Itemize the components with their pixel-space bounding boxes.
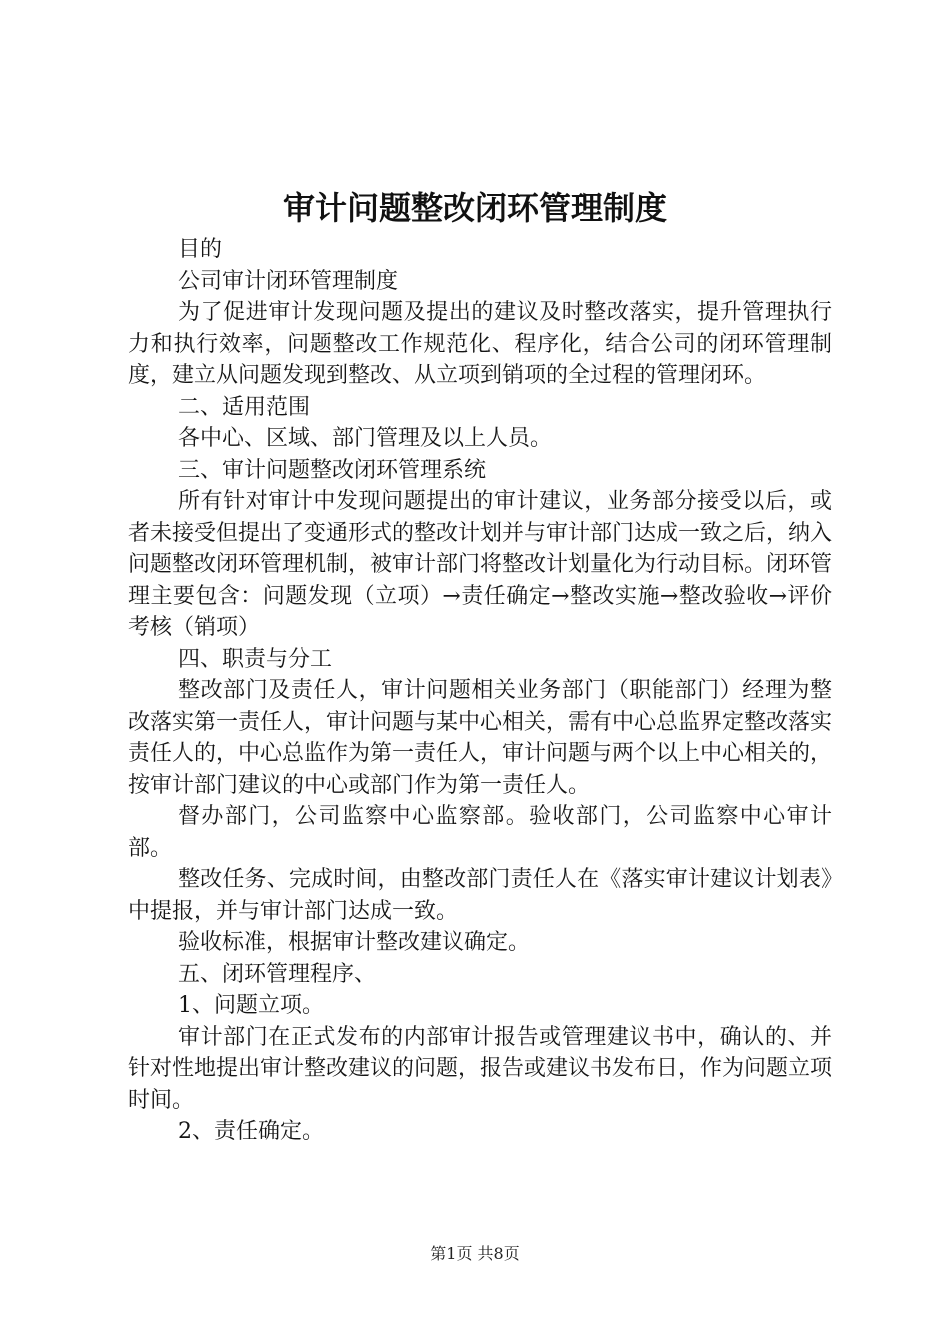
paragraph: 1、问题立项。	[178, 993, 324, 1018]
paragraph: 三、审计问题整改闭环管理系统	[178, 457, 487, 483]
paragraph: 所有针对审计中发现问题提出的审计建议，业务部分接受以后，或者未接受但提出了变通形式的整改计划并与审计部门达成一致之后，纳入问题整改闭环管理机制，被审计部门将整改计划量化为行动目标。闭环管理主要包含：问题发现（立项）→责任确定→整改实施→整改验收→评价考核（销项）	[128, 489, 833, 640]
paragraph: 二、适用范围	[178, 394, 311, 420]
paragraph: 审计部门在正式发布的内部审计报告或管理建议书中，确认的、并针对性地提出审计整改建议的问题，报告或建议书发布日，作为问题立项时间。	[128, 1024, 833, 1113]
paragraph: 验收标准，根据审计整改建议确定。	[178, 930, 531, 955]
document-body	[128, 234, 832, 1148]
paragraph: 四、职责与分工	[178, 646, 333, 672]
paragraph: 公司审计闭环管理制度	[178, 268, 399, 294]
paragraph: 各中心、区域、部门管理及以上人员。	[178, 426, 553, 451]
page-number-footer: 第1页 共8页	[430, 1244, 520, 1263]
paragraph: 为了促进审计发现问题及提出的建议及时整改落实，提升管理执行力和执行效率，问题整改工作规范化、程序化，结合公司的闭环管理制度，建立从问题发现到整改、从立项到销项的全过程的管理闭环。	[128, 300, 832, 388]
paragraph: 2、责任确定。	[178, 1119, 324, 1144]
paragraph: 目的	[178, 237, 223, 262]
paragraph: 整改任务、完成时间，由整改部门责任人在《落实审计建议计划表》中提报，并与审计部门达成一致。	[128, 867, 832, 924]
paragraph: 五、闭环管理程序、	[178, 961, 377, 987]
paragraph: 督办部门，公司监察中心监察部。验收部门，公司监察中心审计部。	[128, 804, 832, 861]
paragraph: 整改部门及责任人，审计问题相关业务部门（职能部门）经理为整改落实第一责任人，审计问题与某中心相关，需有中心总监界定整改落实责任人的，中心总监作为第一责任人，审计问题与两个以上中心相关的，按审计部门建议的中心或部门作为第一责任人。	[128, 678, 833, 798]
document-title: 审计问题整改闭环管理制度	[282, 189, 667, 227]
